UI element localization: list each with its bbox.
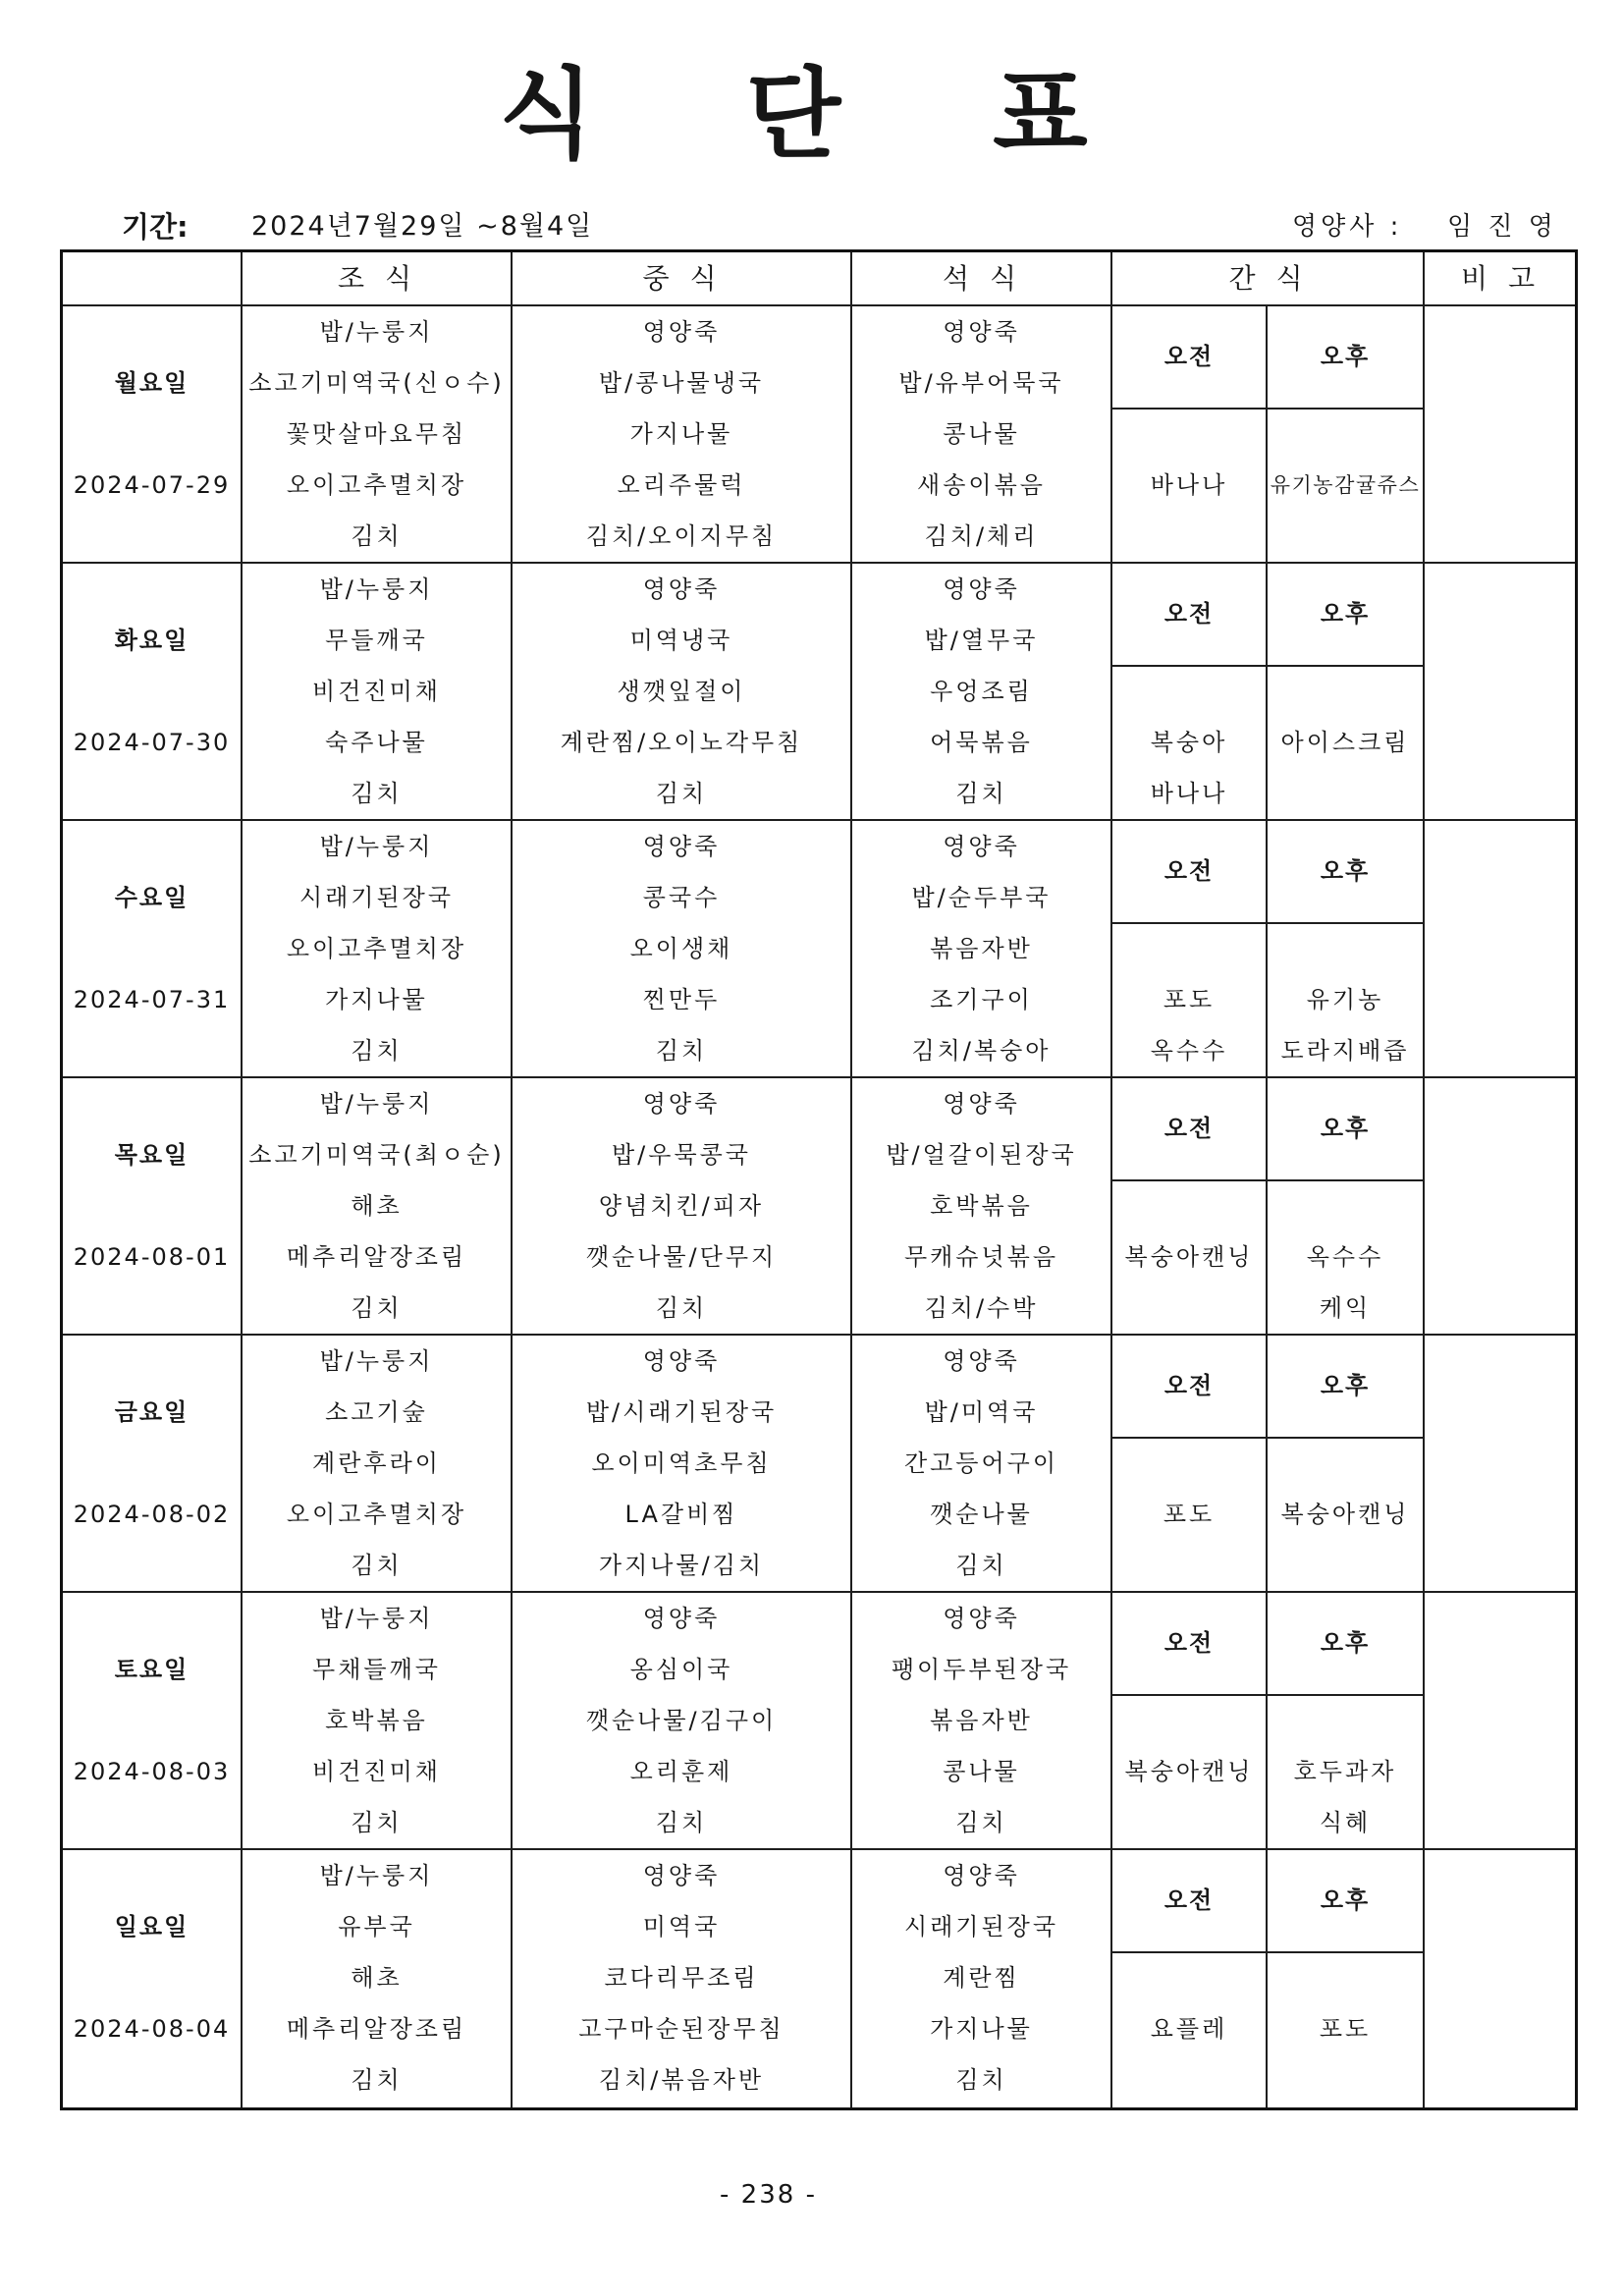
breakfast-cell [243, 821, 513, 1076]
snack-pm-label: 오후 [1268, 1850, 1423, 1953]
lunch-item: 가지나물/김치 [598, 1552, 765, 1579]
breakfast-item: 계란후라이 [312, 1449, 441, 1477]
snack-am-item: 복숭아캔닝 [1124, 1758, 1254, 1785]
spacer [63, 1850, 241, 1901]
snack-am-cell [1112, 1850, 1268, 2107]
spacer [1268, 924, 1423, 974]
day-row [63, 564, 1575, 821]
day-cell [63, 821, 243, 1076]
day-date: 2024-08-04 [73, 2015, 231, 2043]
snack-pm-cell [1268, 306, 1425, 562]
lunch-cell [513, 1850, 852, 2107]
spacer [63, 1283, 241, 1334]
dinner-item: 볶음자반 [930, 1707, 1033, 1734]
day-date: 2024-08-03 [73, 1758, 231, 1785]
breakfast-item: 숙주나물 [325, 729, 428, 756]
snack-pm-cell [1268, 1593, 1425, 1848]
notes-cell [1425, 1336, 1575, 1591]
breakfast-item: 오이고추멸치장 [286, 935, 467, 962]
breakfast-item: 밥/누룽지 [319, 1347, 434, 1375]
snack-am-item: 포도 [1163, 986, 1216, 1013]
dinner-item: 김치 [955, 2066, 1007, 2094]
breakfast-item: 꽃맛살마요무침 [286, 420, 467, 448]
breakfast-item: 해초 [351, 1192, 403, 1220]
dinner-item: 무캐슈넛볶음 [903, 1243, 1059, 1271]
snack-am-cell [1112, 1593, 1268, 1848]
snack-am-label: 오전 [1112, 1336, 1266, 1439]
day-name: 목요일 [114, 1141, 189, 1169]
day-row [63, 306, 1575, 564]
snack-am-label: 오전 [1112, 1078, 1266, 1181]
day-name: 수요일 [114, 884, 189, 911]
breakfast-item: 해초 [351, 1964, 403, 1992]
snack-pm-item: 포도 [1319, 2015, 1372, 2043]
lunch-item: 오리훈제 [629, 1758, 733, 1785]
day-cell [63, 1336, 243, 1591]
breakfast-item: 김치 [351, 2066, 403, 2094]
lunch-item: 깻순나물/단무지 [585, 1243, 778, 1271]
spacer [1112, 1439, 1266, 1489]
breakfast-item: 비건진미채 [312, 678, 441, 705]
snack-pm-label: 오후 [1268, 1336, 1423, 1439]
day-cell [63, 1850, 243, 2107]
spacer [63, 1540, 241, 1591]
snack-pm-item: 도라지배즙 [1280, 1037, 1410, 1065]
breakfast-item: 밥/누룽지 [319, 1862, 434, 1889]
day-cell [63, 306, 243, 562]
spacer [63, 409, 241, 460]
lunch-item: 깻순나물/김구이 [585, 1707, 778, 1734]
snack-pm-item: 케익 [1319, 1294, 1372, 1322]
snack-pm-label: 오후 [1268, 1078, 1423, 1181]
snack-am-cell [1112, 564, 1268, 819]
breakfast-item: 오이고추멸치장 [286, 1501, 467, 1528]
dinner-item: 깻순나물 [930, 1501, 1033, 1528]
spacer [1268, 667, 1423, 717]
snack-pm-cell [1268, 1336, 1425, 1591]
breakfast-cell [243, 1336, 513, 1591]
day-date: 2024-07-31 [73, 986, 231, 1013]
dinner-item: 조기구이 [930, 986, 1033, 1013]
spacer [1112, 1181, 1266, 1231]
day-rows [63, 306, 1575, 2107]
day-row [63, 1593, 1575, 1850]
dinner-item: 영양죽 [943, 1347, 1020, 1375]
dinner-item: 영양죽 [943, 575, 1020, 603]
breakfast-item: 소고기미역국(최ㅇ순) [248, 1141, 505, 1169]
dinner-item: 가지나물 [930, 2015, 1033, 2043]
snack-pm-item: 복숭아캔닝 [1280, 1501, 1410, 1528]
lunch-item: 김치/볶음자반 [598, 2066, 765, 2094]
lunch-item: 옹심이국 [629, 1656, 733, 1683]
snack-pm-item: 유기농감귤쥬스 [1270, 473, 1421, 497]
dinner-item: 호박볶음 [930, 1192, 1033, 1220]
dinner-item: 김치 [955, 1809, 1007, 1836]
lunch-item: 양념치킨/피자 [598, 1192, 765, 1220]
snack-am-label: 오전 [1112, 306, 1266, 410]
day-row [63, 1078, 1575, 1336]
day-row [63, 821, 1575, 1078]
dinner-item: 김치/복숭아 [911, 1037, 1052, 1065]
snack-am-label: 오전 [1112, 564, 1266, 667]
snack-am-item: 복숭아캔닝 [1124, 1243, 1254, 1271]
lunch-item: 고구마순된장무침 [578, 2015, 784, 2043]
lunch-cell [513, 1078, 852, 1334]
breakfast-cell [243, 306, 513, 562]
lunch-item: 영양죽 [642, 1090, 721, 1118]
dinner-item: 밥/유부어묵국 [898, 369, 1064, 397]
lunch-item: 김치/오이지무침 [585, 522, 778, 550]
dinner-cell [852, 1078, 1112, 1334]
header-notes: 비 고 [1461, 262, 1539, 295]
breakfast-item: 무들깨국 [325, 627, 428, 654]
breakfast-item: 가지나물 [325, 986, 428, 1013]
spacer [63, 1336, 241, 1387]
header-breakfast: 조 식 [243, 252, 513, 304]
dinner-item: 콩나물 [943, 1758, 1020, 1785]
day-date: 2024-07-29 [73, 471, 231, 499]
header-day-column [63, 252, 243, 304]
snack-pm-label: 오후 [1268, 1593, 1423, 1696]
dietitian-label: 영양사 : [1292, 212, 1403, 242]
lunch-item: 계란찜/오이노각무침 [560, 729, 803, 756]
spacer [63, 666, 241, 717]
lunch-item: LA갈비찜 [624, 1501, 738, 1528]
dinner-item: 영양죽 [943, 318, 1020, 346]
dinner-cell [852, 821, 1112, 1076]
breakfast-item: 김치 [351, 522, 403, 550]
snack-am-item: 바나나 [1150, 471, 1228, 499]
notes-cell [1425, 1593, 1575, 1848]
spacer [63, 564, 241, 615]
breakfast-item: 김치 [351, 1294, 403, 1322]
snack-am-item: 요플레 [1150, 2015, 1228, 2043]
spacer [1268, 1181, 1423, 1231]
dinner-item: 영양죽 [943, 1605, 1020, 1632]
lunch-item: 오리주물럭 [617, 471, 746, 499]
period-label: 기간: [122, 210, 189, 244]
dinner-item: 간고등어구이 [903, 1449, 1059, 1477]
spacer [1112, 410, 1266, 460]
breakfast-cell [243, 1078, 513, 1334]
breakfast-item: 밥/누룽지 [319, 1605, 434, 1632]
snack-pm-label: 오후 [1268, 306, 1423, 410]
dinner-cell [852, 1336, 1112, 1591]
lunch-item: 영양죽 [642, 1862, 721, 1889]
snack-pm-item: 유기농 [1306, 986, 1384, 1013]
snack-am-cell [1112, 1078, 1268, 1334]
spacer [63, 1695, 241, 1746]
spacer [63, 1025, 241, 1076]
breakfast-cell [243, 1850, 513, 2107]
breakfast-item: 밥/누룽지 [319, 575, 434, 603]
snack-am-label: 오전 [1112, 821, 1266, 924]
dinner-item: 영양죽 [943, 1862, 1020, 1889]
header-snack: 간 식 [1112, 252, 1425, 304]
lunch-item: 콩국수 [642, 884, 721, 911]
breakfast-item: 밥/누룽지 [319, 318, 434, 346]
spacer [63, 1438, 241, 1489]
spacer [1112, 924, 1266, 974]
snack-am-item: 옥수수 [1150, 1037, 1228, 1065]
dinner-cell [852, 1593, 1112, 1848]
spacer [63, 2054, 241, 2105]
lunch-cell [513, 821, 852, 1076]
period-value: 2024년7월29일 ~8월4일 [251, 211, 594, 242]
lunch-item: 밥/시래기된장국 [585, 1398, 778, 1426]
spacer [63, 511, 241, 562]
lunch-item: 영양죽 [642, 1347, 721, 1375]
day-row [63, 1850, 1575, 2107]
table-header-row [63, 252, 1575, 306]
snack-am-cell [1112, 821, 1268, 1076]
dinner-item: 김치 [955, 780, 1007, 807]
spacer [1112, 1953, 1266, 2003]
dinner-item: 팽이두부된장국 [891, 1656, 1072, 1683]
breakfast-item: 김치 [351, 780, 403, 807]
dinner-item: 계란찜 [943, 1964, 1020, 1992]
dinner-item: 볶음자반 [930, 935, 1033, 962]
dinner-cell [852, 306, 1112, 562]
notes-cell [1425, 1850, 1575, 2107]
breakfast-item: 호박볶음 [325, 1707, 428, 1734]
notes-cell [1425, 821, 1575, 1076]
snack-am-item: 복숭아 [1150, 729, 1228, 756]
dinner-item: 김치/수박 [924, 1294, 1039, 1322]
spacer [63, 306, 241, 357]
dinner-item: 우엉조림 [930, 678, 1033, 705]
breakfast-item: 김치 [351, 1552, 403, 1579]
breakfast-cell [243, 1593, 513, 1848]
snack-pm-item: 아이스크림 [1280, 729, 1410, 756]
day-cell [63, 1593, 243, 1848]
dinner-item: 밥/미역국 [924, 1398, 1039, 1426]
dinner-item: 영양죽 [943, 833, 1020, 860]
dinner-item: 밥/순두부국 [911, 884, 1052, 911]
spacer [1268, 410, 1423, 460]
lunch-item: 김치 [655, 1294, 708, 1322]
lunch-item: 오이미역초무침 [591, 1449, 772, 1477]
day-cell [63, 1078, 243, 1334]
snack-pm-item: 호두과자 [1293, 1758, 1397, 1785]
dinner-item: 어묵볶음 [930, 729, 1033, 756]
breakfast-item: 소고기미역국(신ㅇ수) [248, 369, 505, 397]
breakfast-item: 밥/누룽지 [319, 1090, 434, 1118]
dinner-item: 새송이볶음 [917, 471, 1046, 499]
dinner-cell [852, 564, 1112, 819]
header-dinner: 석 식 [852, 252, 1112, 304]
lunch-item: 오이생채 [629, 935, 733, 962]
lunch-cell [513, 306, 852, 562]
lunch-item: 영양죽 [642, 833, 721, 860]
day-date: 2024-08-02 [73, 1501, 231, 1528]
dinner-item: 밥/열무국 [924, 627, 1039, 654]
breakfast-item: 김치 [351, 1809, 403, 1836]
lunch-item: 찐만두 [642, 986, 721, 1013]
spacer [63, 1952, 241, 2003]
breakfast-item: 유부국 [338, 1913, 415, 1941]
lunch-item: 가지나물 [629, 420, 733, 448]
snack-am-label: 오전 [1112, 1850, 1266, 1953]
lunch-cell [513, 564, 852, 819]
breakfast-item: 김치 [351, 1037, 403, 1065]
lunch-item: 밥/콩나물냉국 [598, 369, 765, 397]
snack-pm-label: 오후 [1268, 821, 1423, 924]
snack-pm-cell [1268, 564, 1425, 819]
day-date: 2024-07-30 [73, 729, 231, 756]
snack-pm-item: 옥수수 [1306, 1243, 1384, 1271]
spacer [63, 1593, 241, 1644]
dinner-item: 김치 [955, 1552, 1007, 1579]
lunch-item: 김치 [655, 1809, 708, 1836]
day-name: 금요일 [114, 1398, 189, 1426]
spacer [1112, 667, 1266, 717]
lunch-item: 김치 [655, 780, 708, 807]
spacer [63, 821, 241, 872]
dietitian-name: 임 진 영 [1447, 212, 1553, 242]
dinner-item: 영양죽 [943, 1090, 1020, 1118]
snack-am-item: 포도 [1163, 1501, 1216, 1528]
menu-table [60, 249, 1578, 2110]
lunch-item: 밥/우묵콩국 [611, 1141, 751, 1169]
day-cell [63, 564, 243, 819]
breakfast-item: 밥/누룽지 [319, 833, 434, 860]
day-name: 토요일 [114, 1656, 189, 1683]
breakfast-item: 소고기숲 [325, 1398, 428, 1426]
breakfast-item: 메추리알장조림 [286, 2015, 467, 2043]
lunch-item: 영양죽 [642, 1605, 721, 1632]
spacer [63, 1078, 241, 1129]
lunch-item: 미역국 [642, 1913, 721, 1941]
snack-am-label: 오전 [1112, 1593, 1266, 1696]
breakfast-item: 무채들깨국 [312, 1656, 441, 1683]
breakfast-item: 비건진미채 [312, 1758, 441, 1785]
lunch-item: 생깻잎절이 [617, 678, 746, 705]
snack-am-cell [1112, 306, 1268, 562]
snack-pm-label: 오후 [1268, 564, 1423, 667]
page-title: 식 단 표 [499, 57, 1088, 172]
spacer [1268, 1953, 1423, 2003]
notes-cell [1425, 1078, 1575, 1334]
lunch-item: 영양죽 [642, 575, 721, 603]
snack-pm-item: 식혜 [1319, 1809, 1372, 1836]
lunch-item: 미역냉국 [629, 627, 733, 654]
snack-am-cell [1112, 1336, 1268, 1591]
lunch-item: 코다리무조림 [604, 1964, 759, 1992]
lunch-cell [513, 1593, 852, 1848]
dinner-item: 김치/체리 [924, 522, 1039, 550]
spacer [63, 768, 241, 819]
lunch-item: 김치 [655, 1037, 708, 1065]
dinner-item: 시래기된장국 [903, 1913, 1059, 1941]
breakfast-cell [243, 564, 513, 819]
dinner-item: 콩나물 [943, 420, 1020, 448]
header-lunch: 중 식 [513, 252, 852, 304]
day-row [63, 1336, 1575, 1593]
lunch-cell [513, 1336, 852, 1591]
spacer [1268, 1696, 1423, 1746]
spacer [1268, 1439, 1423, 1489]
breakfast-item: 시래기된장국 [298, 884, 455, 911]
page-number: - 238 - [720, 2180, 817, 2210]
dinner-cell [852, 1850, 1112, 2107]
spacer [1112, 1696, 1266, 1746]
snack-pm-cell [1268, 821, 1425, 1076]
snack-pm-cell [1268, 1850, 1425, 2107]
dinner-item: 밥/얼갈이된장국 [886, 1141, 1077, 1169]
breakfast-item: 오이고추멸치장 [286, 471, 467, 499]
breakfast-item: 메추리알장조림 [286, 1243, 467, 1271]
day-name: 일요일 [114, 1913, 189, 1941]
snack-pm-cell [1268, 1078, 1425, 1334]
spacer [63, 1180, 241, 1231]
day-date: 2024-08-01 [73, 1243, 231, 1271]
notes-cell [1425, 306, 1575, 562]
spacer [63, 923, 241, 974]
snack-am-item: 바나나 [1150, 780, 1228, 807]
day-name: 화요일 [114, 627, 189, 654]
spacer [63, 1797, 241, 1848]
day-name: 월요일 [114, 369, 189, 397]
notes-cell [1425, 564, 1575, 819]
lunch-item: 영양죽 [642, 318, 721, 346]
